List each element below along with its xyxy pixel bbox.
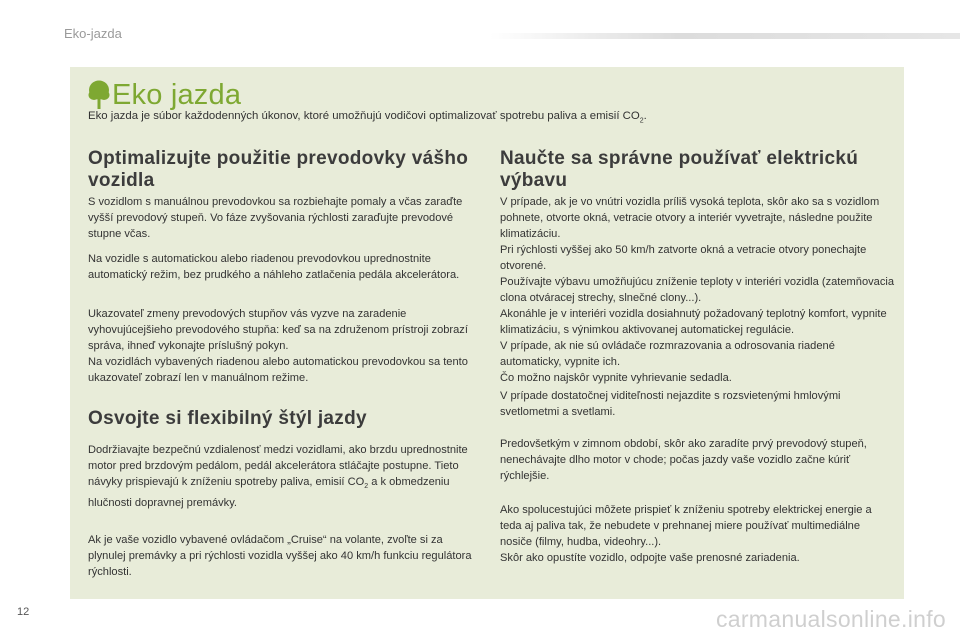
climate-text-4: Akonáhle je v interiéri vozidla dosiahnutý požadovaný teplotný komfort, vypnite klimatizáciu, s výnimkou aktivovanej automatickej regulácie. bbox=[500, 308, 887, 336]
paragraph-manual-gearbox: S vozidlom s manuálnou prevodovkou sa rozbiehajte pomaly a včas zaraďte vyšší prevodový stupeň. Vo fáze zvyšovania rýchlosti zaraďujte prevodové stupne včas. bbox=[88, 196, 463, 240]
intro-subscript: 2 bbox=[639, 117, 644, 125]
climate-text-5: V prípade, ak nie sú ovládače rozmrazovania a odrosovania riadené automaticky, vypnite ich. bbox=[500, 340, 835, 368]
climate-text-2: Pri rýchlosti vyššej ako 50 km/h zatvorte okná a vetracie otvory ponechajte otvorené. bbox=[500, 244, 867, 272]
watermark: carmanualsonline.info bbox=[715, 606, 946, 632]
page-number: 12 bbox=[17, 606, 30, 618]
paragraph-fog-lights: V prípade dostatočnej viditeľnosti nejazdite s rozsvietenými hmlovými svetlometmi a svetlami. bbox=[500, 390, 841, 418]
climate-text-1: V prípade, ak je vo vnútri vozidla príliš vysoká teplota, skôr ako sa s vozidlom pohnete, otvorte okná, vetracie otvory a interiér vyvetrajte, následne použite klimatizáciu. bbox=[500, 196, 880, 240]
safe-distance-subscript: 2 bbox=[364, 483, 369, 491]
tree-icon bbox=[88, 80, 110, 110]
passengers-note: Skôr ako opustíte vozidlo, odpojte vaše prenosné zariadenia. bbox=[500, 552, 800, 564]
intro-end: . bbox=[643, 110, 647, 122]
paragraph-winter-engine: Predovšetkým v zimnom období, skôr ako zaradíte prvý prevodový stupeň, nenechávajte dlho motor v chode; počas jazdy vaše vozidlo začne kúriť rýchlejšie. bbox=[500, 438, 867, 482]
climate-text-3: Používajte výbavu umožňujúcu zníženie teploty v interiéri vozidla (zatemňovacia clona otváracej strechy, slnečné clony...). bbox=[500, 276, 895, 304]
paragraph-passengers bbox=[500, 502, 895, 566]
paragraph-climate bbox=[500, 194, 895, 386]
passengers-text: Ako spolucestujúci môžete prispieť k zníženiu spotreby elektrickej energie a teda aj paliva tak, že nebudete v prehnanej miere používať multimediálne nosiče (filmy, hudba, videohry...). bbox=[500, 504, 872, 548]
header-rule bbox=[490, 33, 960, 39]
gear-indicator-note: Na vozidlách vybavených riadenou alebo automatickou prevodovkou sa tento ukazovateľ zobrazí len v manuálnom režime. bbox=[88, 356, 468, 384]
paragraph-safe-distance bbox=[88, 442, 483, 511]
intro-body: Eko jazda je súbor každodenných úkonov, ktoré umožňujú vodičovi optimalizovať spotrebu paliva a emisií CO bbox=[88, 110, 640, 122]
climate-text-6: Čo možno najskôr vypnite vyhrievanie sedadla. bbox=[500, 372, 732, 384]
paragraph-cruise-control: Ak je vaše vozidlo vybavené ovládačom „Cruise“ na volante, zvoľte si za plynulej premávky a pri rýchlosti vozidla vyššej ako 40 km/h funkciu regulátora rýchlosti. bbox=[88, 534, 472, 578]
heading-driving-style: Osvojte si flexibilný štýl jazdy bbox=[88, 408, 367, 429]
section-label: Eko-jazda bbox=[64, 26, 122, 41]
intro-text bbox=[88, 110, 888, 124]
paragraph-automatic-gearbox: Na vozidle s automatickou alebo riadenou prevodovkou uprednostnite automatický režim, bez prudkého a náhleho zatlačenia pedála akcelerátora. bbox=[88, 253, 460, 281]
heading-electrical-equipment: Naučte sa správne používať elektrickú výbavu bbox=[500, 148, 859, 191]
safe-distance-end: a k obmedzeniu hlučnosti dopravnej premávky. bbox=[88, 476, 450, 510]
gear-indicator-text: Ukazovateľ zmeny prevodových stupňov vás vyzve na zaradenie vyhovujúcejšieho prevodového stupňa: keď sa na združenom prístroji zobrazí správa, ihneď vykonajte príslušný pokyn. bbox=[88, 308, 468, 352]
title-row bbox=[88, 78, 241, 112]
page-title: Eko jazda bbox=[112, 78, 242, 111]
heading-gearbox: Optimalizujte použitie prevodovky vášho vozidla bbox=[88, 148, 469, 191]
paragraph-gear-indicator bbox=[88, 306, 483, 386]
safe-distance-text: Dodržiavajte bezpečnú vzdialenosť medzi vozidlami, ako brzdu uprednostnite motor pred brzdovým pedálom, pedál akcelerátora stláčajte postupne. Tieto návyky prispievajú k zníženiu spotreby paliva, emisií CO bbox=[88, 444, 468, 488]
